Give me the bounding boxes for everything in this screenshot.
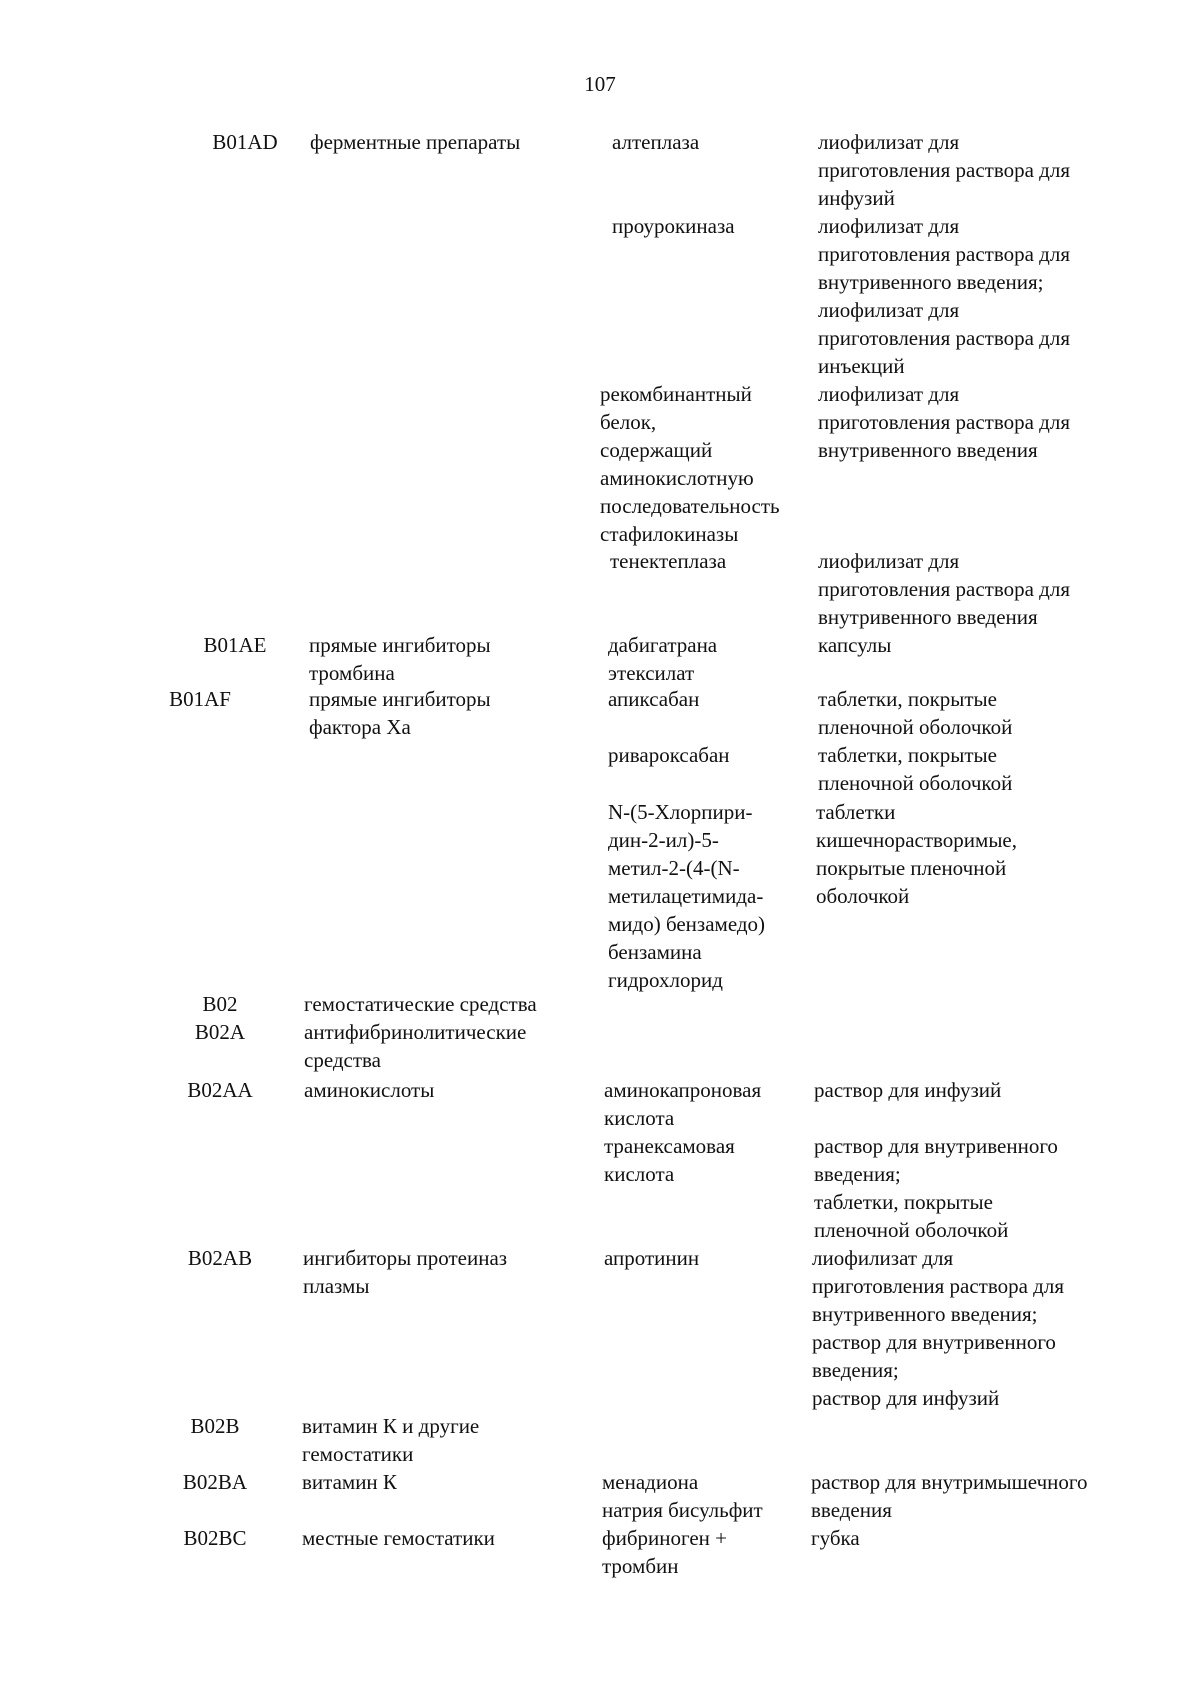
atc-code: B02AA	[187, 1078, 253, 1102]
drug-name: транексамовая кислота	[604, 1134, 735, 1186]
group-name: прямые ингибиторы фактора Xa	[309, 687, 491, 739]
group-name: прямые ингибиторы тромбина	[309, 633, 491, 685]
atc-code: B02	[202, 992, 238, 1016]
drug-name: апиксабан	[608, 687, 700, 711]
group-name: гемостатические средства	[304, 992, 537, 1016]
dosage-form: капсулы	[818, 633, 892, 657]
dosage-form: раствор для внутривенного введения; таблетки, покрытые пленочной оболочкой	[814, 1134, 1058, 1242]
dosage-form: лиофилизат для приготовления раствора для внутривенного введения; раствор для внутривенного введения; раствор для инфузий	[812, 1246, 1064, 1410]
atc-code: B02BC	[183, 1526, 247, 1550]
group-name: витамин К и другие гемостатики	[302, 1414, 480, 1466]
drug-name: дабигатрана этексилат	[608, 633, 718, 685]
dosage-form: таблетки, покрытые пленочной оболочкой	[818, 743, 1013, 795]
atc-code: B02AB	[187, 1246, 253, 1270]
dosage-form: лиофилизат для приготовления раствора для внутривенного введения; лиофилизат для приготовления раствора для инъекций	[818, 214, 1070, 378]
drug-name: апротинин	[604, 1246, 700, 1270]
drug-name: фибриноген + тромбин	[602, 1526, 727, 1578]
drug-name: алтеплаза	[612, 130, 700, 154]
dosage-form: губка	[811, 1526, 860, 1550]
dosage-form: лиофилизат для приготовления раствора для внутривенного введения	[818, 549, 1070, 629]
atc-code: B01AF	[169, 687, 231, 711]
group-name: витамин К	[302, 1470, 397, 1494]
dosage-form: таблетки, покрытые пленочной оболочкой	[818, 687, 1013, 739]
drug-name: менадиона натрия бисульфит	[602, 1470, 763, 1522]
atc-code: B02B	[190, 1414, 240, 1438]
dosage-form: лиофилизат для приготовления раствора для инфузий	[818, 130, 1070, 210]
group-name: местные гемостатики	[302, 1526, 495, 1550]
page-number: 107	[584, 72, 616, 96]
group-name: аминокислоты	[304, 1078, 435, 1102]
atc-code: B02BA	[182, 1470, 248, 1494]
group-name: антифибринолитические средства	[304, 1020, 527, 1072]
dosage-form: раствор для внутримышечного введения	[811, 1470, 1088, 1522]
drug-name: аминокапроновая кислота	[604, 1078, 762, 1130]
dosage-form: лиофилизат для приготовления раствора для внутривенного введения	[818, 382, 1070, 462]
dosage-form: раствор для инфузий	[814, 1078, 1002, 1102]
group-name: ингибиторы протеиназ плазмы	[303, 1246, 508, 1298]
drug-name: N-(5-Хлорпири- дин-2-ил)-5- метил-2-(4-(N- метилацетимида- мидо) бензамедо) бензамина гидрохлорид	[608, 800, 766, 992]
drug-name: проурокиназа	[612, 214, 735, 238]
drug-name: рекомбинантный белок, содержащий аминокислотную последовательность стафилокиназы	[600, 382, 780, 546]
drug-name: тенектеплаза	[610, 549, 727, 573]
drug-name: ривароксабан	[608, 743, 730, 767]
group-name: ферментные препараты	[310, 130, 521, 154]
atc-code: B02A	[194, 1020, 246, 1044]
atc-code: B01AE	[203, 633, 267, 657]
atc-code: B01AD	[212, 130, 278, 154]
dosage-form: таблетки кишечнорастворимые, покрытые пленочной оболочкой	[816, 800, 1018, 908]
